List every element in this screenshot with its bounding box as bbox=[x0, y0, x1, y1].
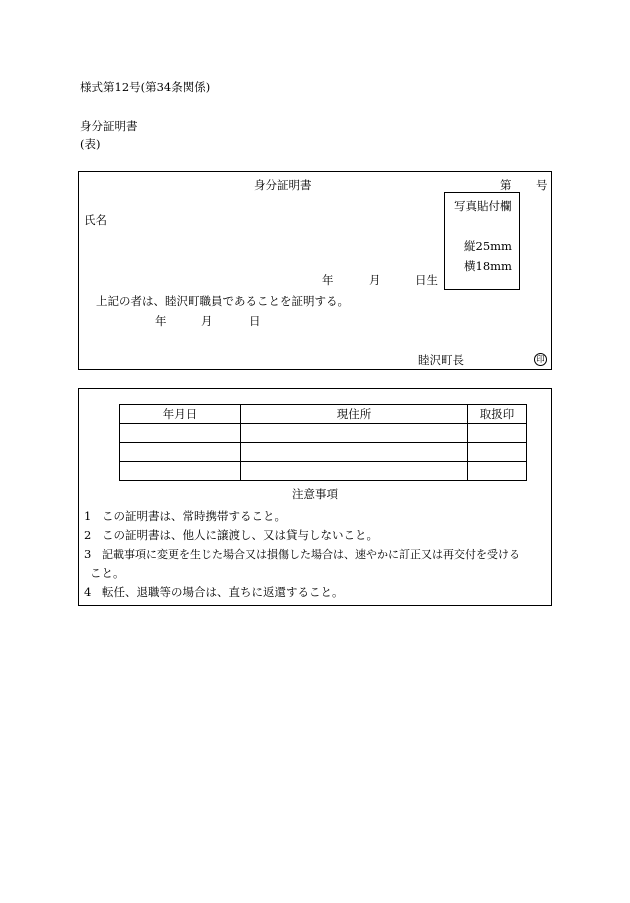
table-row bbox=[120, 462, 527, 481]
photo-box bbox=[444, 192, 520, 290]
table-header-row bbox=[120, 405, 527, 424]
note-text-continuation: こと。 bbox=[90, 566, 125, 580]
name-label: 氏名 bbox=[84, 213, 107, 227]
note-text: この証明書は、他人に譲渡し、又は貸与しないこと。 bbox=[102, 528, 378, 542]
address-history-table bbox=[119, 404, 527, 481]
issue-year: 年 bbox=[155, 314, 167, 328]
table-row bbox=[120, 424, 527, 443]
note-text: 記載事項に変更を生じた場合又は損傷した場合は、速やかに訂正又は再交付を受ける bbox=[102, 548, 520, 561]
table-cell bbox=[120, 462, 241, 481]
issue-day: 日 bbox=[249, 314, 261, 328]
seal-stamp-icon: 印 bbox=[534, 353, 547, 366]
number-suffix: 号 bbox=[536, 178, 548, 192]
birth-year: 年 bbox=[322, 273, 334, 287]
note-number: 4 bbox=[84, 585, 92, 599]
photo-height-label: 縦25mm bbox=[464, 239, 512, 253]
note-text: 転任、退職等の場合は、直ちに返還すること。 bbox=[102, 585, 344, 599]
certification-text: 上記の者は、睦沢町職員であることを証明する。 bbox=[96, 294, 349, 308]
table-row bbox=[120, 443, 527, 462]
header-date: 年月日 bbox=[120, 405, 241, 424]
number-prefix: 第 bbox=[500, 178, 512, 192]
note-number: 1 bbox=[84, 509, 92, 523]
birth-month: 月 bbox=[369, 273, 381, 287]
table-cell bbox=[468, 424, 527, 443]
table-cell bbox=[120, 443, 241, 462]
table-cell bbox=[241, 462, 468, 481]
back-card bbox=[78, 388, 552, 606]
side-label: (表) bbox=[80, 137, 101, 151]
table-cell bbox=[120, 424, 241, 443]
note-text: この証明書は、常時携帯すること。 bbox=[102, 509, 286, 523]
table-cell bbox=[241, 443, 468, 462]
photo-box-title: 写真貼付欄 bbox=[454, 199, 512, 213]
table-cell bbox=[241, 424, 468, 443]
header-handling-seal: 取扱印 bbox=[468, 405, 527, 424]
issuer: 睦沢町長 bbox=[418, 353, 464, 367]
note-number: 2 bbox=[84, 528, 92, 542]
photo-width-label: 横18mm bbox=[464, 259, 512, 273]
table-cell bbox=[468, 462, 527, 481]
notes-title: 注意事項 bbox=[292, 487, 338, 501]
table-cell bbox=[468, 443, 527, 462]
note-number: 3 bbox=[84, 547, 92, 561]
front-card bbox=[78, 171, 552, 370]
header-address: 現住所 bbox=[241, 405, 468, 424]
document-title: 身分証明書 bbox=[80, 119, 138, 133]
card-title: 身分証明書 bbox=[254, 178, 312, 192]
birth-day: 日生 bbox=[415, 273, 438, 287]
issue-month: 月 bbox=[201, 314, 213, 328]
form-number: 様式第12号(第34条関係) bbox=[80, 80, 211, 94]
